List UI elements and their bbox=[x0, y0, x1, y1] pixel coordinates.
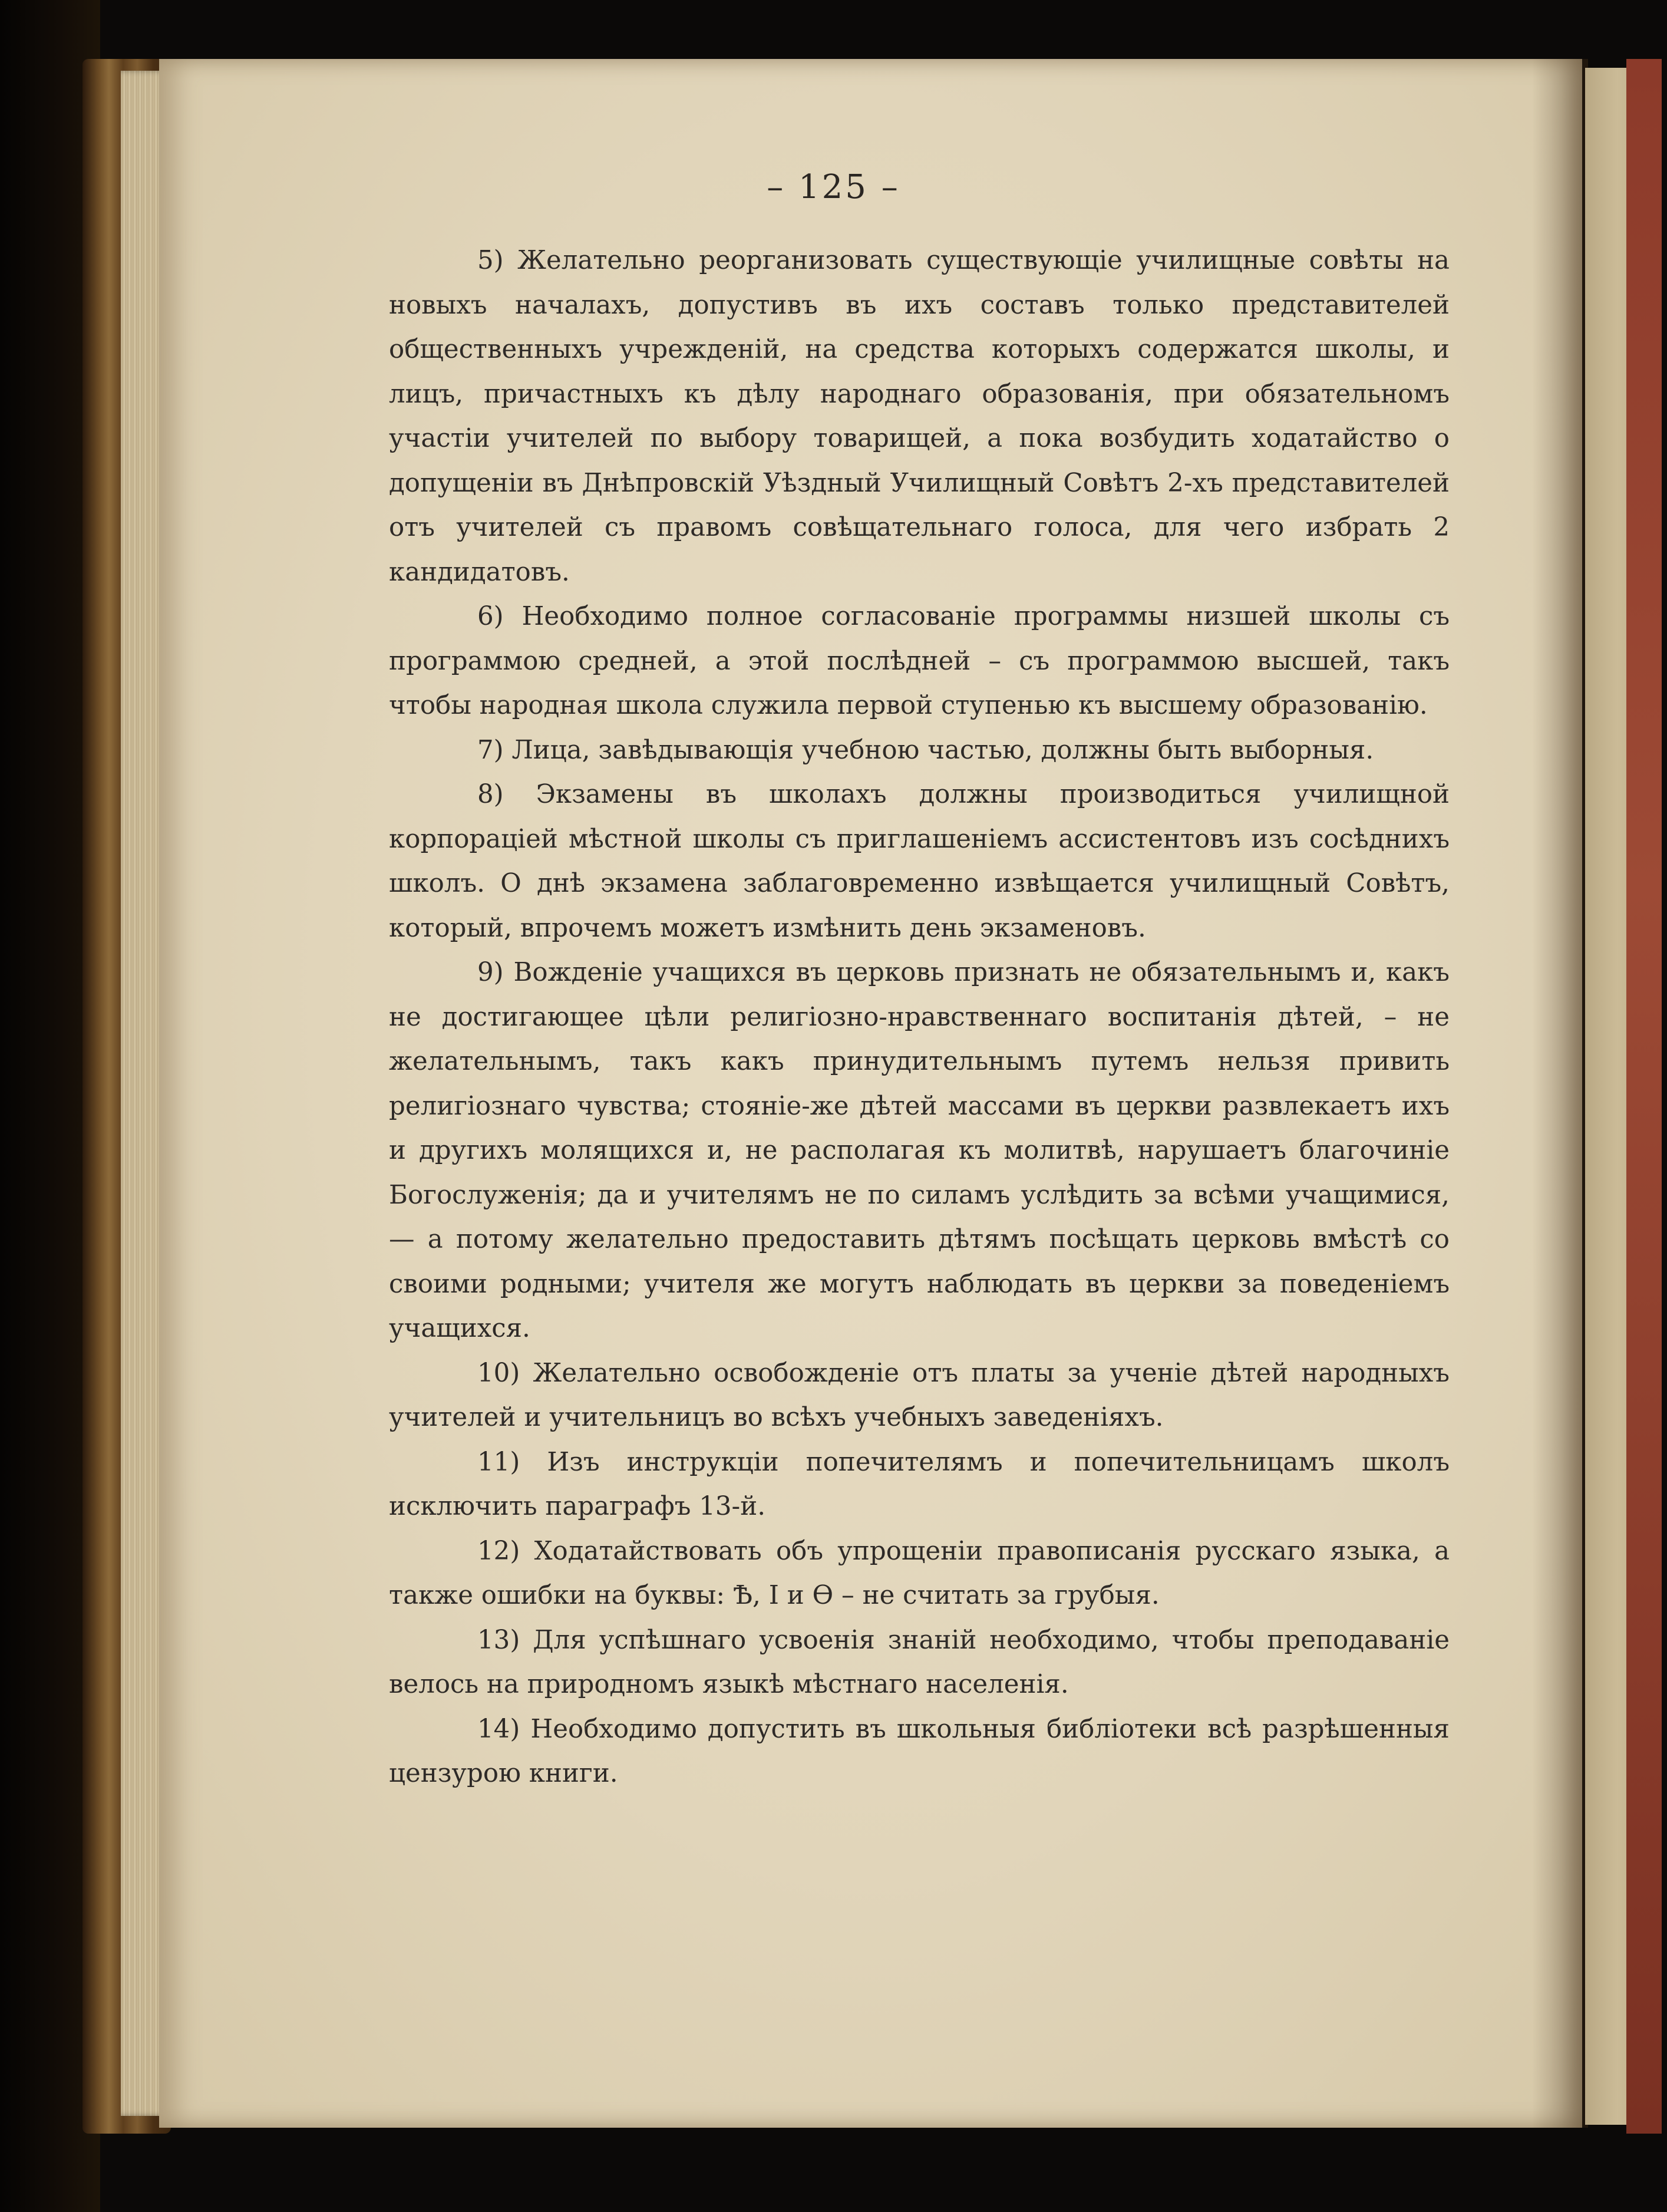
paragraph-9: 9) Вожденіе учащихся въ церковь признать не обязательнымъ и, какъ не достигающее цѣли религіозно-нравственнаго воспитанія дѣтей, – не желательнымъ, такъ какъ принудительнымъ путемъ нельзя привить религіознаго чувства; стояніе-же дѣтей массами въ церкви развлекаетъ ихъ и другихъ молящихся и, не располагая къ молитвѣ, нарушаетъ благочиніе Богослуженія; да и учителямъ не по силамъ услѣдить за всѣми учащимися, — а потому желательно предоставить дѣтямъ посѣщать церковь вмѣстѣ со своими родными; учителя же могутъ наблюдать въ церкви за поведеніемъ учащихся. bbox=[389, 958, 1450, 1343]
red-cover-edge bbox=[1626, 59, 1662, 2134]
gutter-shadow bbox=[1532, 59, 1588, 2128]
paragraph-5: 5) Желательно реорганизовать существующіе училищные совѣты на новыхъ началахъ, допустивъ въ ихъ составъ только представителей общественныхъ учрежденій, на средства которыхъ содержатся школы, и лицъ, причастныхъ къ дѣлу народнаго образованія, при обязательномъ участіи учителей по выбору товарищей, а пока возбудить ходатайство о допущеніи въ Днѣпровскій Уѣздный Училищный Совѣтъ 2-хъ представителей отъ учителей съ правомъ совѣщательнаго голоса, для чего избрать 2 кандидатовъ. bbox=[389, 246, 1450, 587]
paragraph-8: 8) Экзамены въ школахъ должны производиться училищной корпораціей мѣстной школы съ приглашеніемъ ассистентовъ изъ сосѣднихъ школъ. О днѣ экзамена заблаговременно извѣщается училищный Совѣтъ, который, впрочемъ можетъ измѣнить день экзаменовъ. bbox=[389, 780, 1450, 943]
body-text bbox=[389, 239, 1450, 1796]
paragraph-13: 13) Для успѣшнаго усвоенія знаній необходимо, чтобы преподаваніе велось на природномъ языкѣ мѣстнаго населенія. bbox=[389, 1625, 1450, 1699]
paragraph-14: 14) Необходимо допустить въ школьныя библіотеки всѣ разрѣшенныя цензурою книги. bbox=[389, 1714, 1450, 1788]
paragraph-11: 11) Изъ инструкціи попечителямъ и попечительницамъ школъ исключить параграфъ 13-й. bbox=[389, 1447, 1450, 1521]
paragraph-6: 6) Необходимо полное согласованіе программы низшей школы съ программою средней, а этой послѣдней – съ программою высшей, такъ чтобы народная школа служила первой ступенью къ высшему образованію. bbox=[389, 602, 1450, 720]
paragraph-12: 12) Ходатайствовать объ упрощеніи правописанія русскаго языка, а также ошибки на буквы: Ѣ, І и Ѳ – не считать за грубыя. bbox=[389, 1536, 1450, 1610]
paragraph-7: 7) Лица, завѣдывающія учебною частью, должны быть выборныя. bbox=[477, 735, 1374, 765]
page-number: – 125 – bbox=[767, 168, 900, 206]
paragraph-10: 10) Желательно освобожденіе отъ платы за ученіе дѣтей народныхъ учителей и учительницъ во всѣхъ учебныхъ заведеніяхъ. bbox=[389, 1358, 1450, 1432]
